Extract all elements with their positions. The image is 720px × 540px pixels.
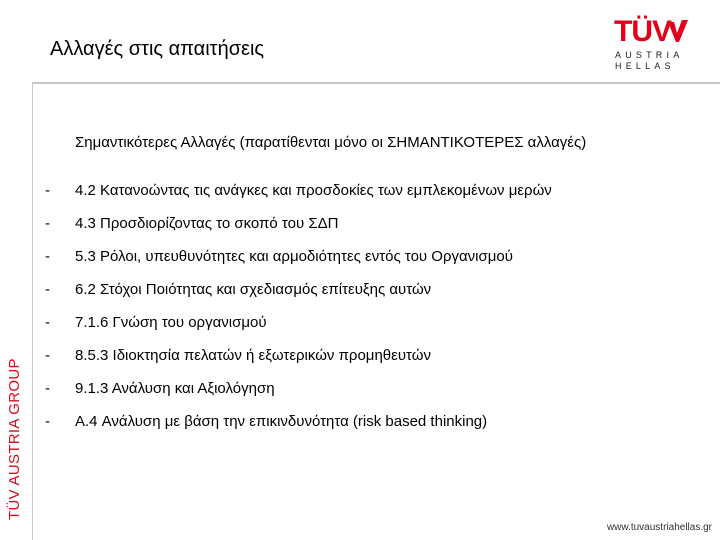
list-item xyxy=(45,412,487,432)
check-mark-icon xyxy=(666,18,690,44)
list-item xyxy=(45,280,431,300)
side-divider xyxy=(32,82,33,540)
list-item xyxy=(45,247,513,267)
list-item-label: 5.3 Ρόλοι, υπευθυνότητες και αρμοδιότητες εντός του Οργανισμού xyxy=(75,248,513,265)
tuv-austria-hellas-logo xyxy=(614,16,694,72)
side-brand-text: TÜV AUSTRIA GROUP xyxy=(6,358,23,520)
footer-url: www.tuvaustriahellas.gr xyxy=(606,522,712,533)
logo-mark: TÜV xyxy=(614,15,671,48)
bullet-dash: - xyxy=(45,182,50,199)
list-item xyxy=(45,313,267,333)
bullet-dash: - xyxy=(45,413,50,430)
page-title: Αλλαγές στις απαιτήσεις xyxy=(50,38,265,60)
logo-line-1: AUSTRIA xyxy=(615,50,684,60)
bullet-dash: - xyxy=(45,347,50,364)
list-item xyxy=(45,214,338,234)
bullet-dash: - xyxy=(45,281,50,298)
bullet-dash: - xyxy=(45,314,50,331)
logo-line-2: HELLAS xyxy=(615,61,675,71)
list-item xyxy=(45,346,431,366)
list-item-label: 7.1.6 Γνώση του οργανισμού xyxy=(75,314,267,331)
list-item-label: 8.5.3 Ιδιοκτησία πελατών ή εξωτερικών προμηθευτών xyxy=(75,347,431,364)
list-item xyxy=(45,379,275,399)
list-item-label: 9.1.3 Ανάλυση και Αξιολόγηση xyxy=(75,380,275,397)
list-item-label: 6.2 Στόχοι Ποιότητας και σχεδιασμός επίτευξης αυτών xyxy=(75,281,432,298)
bullet-dash: - xyxy=(45,248,50,265)
list-item xyxy=(45,181,552,201)
list-item-label: A.4 Ανάλυση με βάση την επικινδυνότητα (risk based thinking) xyxy=(75,413,488,430)
list-item-label: 4.3 Προσδιορίζοντας το σκοπό του ΣΔΠ xyxy=(75,215,339,232)
bullet-dash: - xyxy=(45,380,50,397)
intro-text: Σημαντικότερες Αλλαγές (παρατίθενται μόνο οι ΣΗΜΑΝΤΙΚΟΤΕΡΕΣ αλλαγές) xyxy=(75,134,587,151)
title-divider xyxy=(32,82,720,84)
bullet-dash: - xyxy=(45,215,50,232)
list-item-label: 4.2 Κατανοώντας τις ανάγκες και προσδοκίες των εμπλεκομένων μερών xyxy=(75,182,552,199)
